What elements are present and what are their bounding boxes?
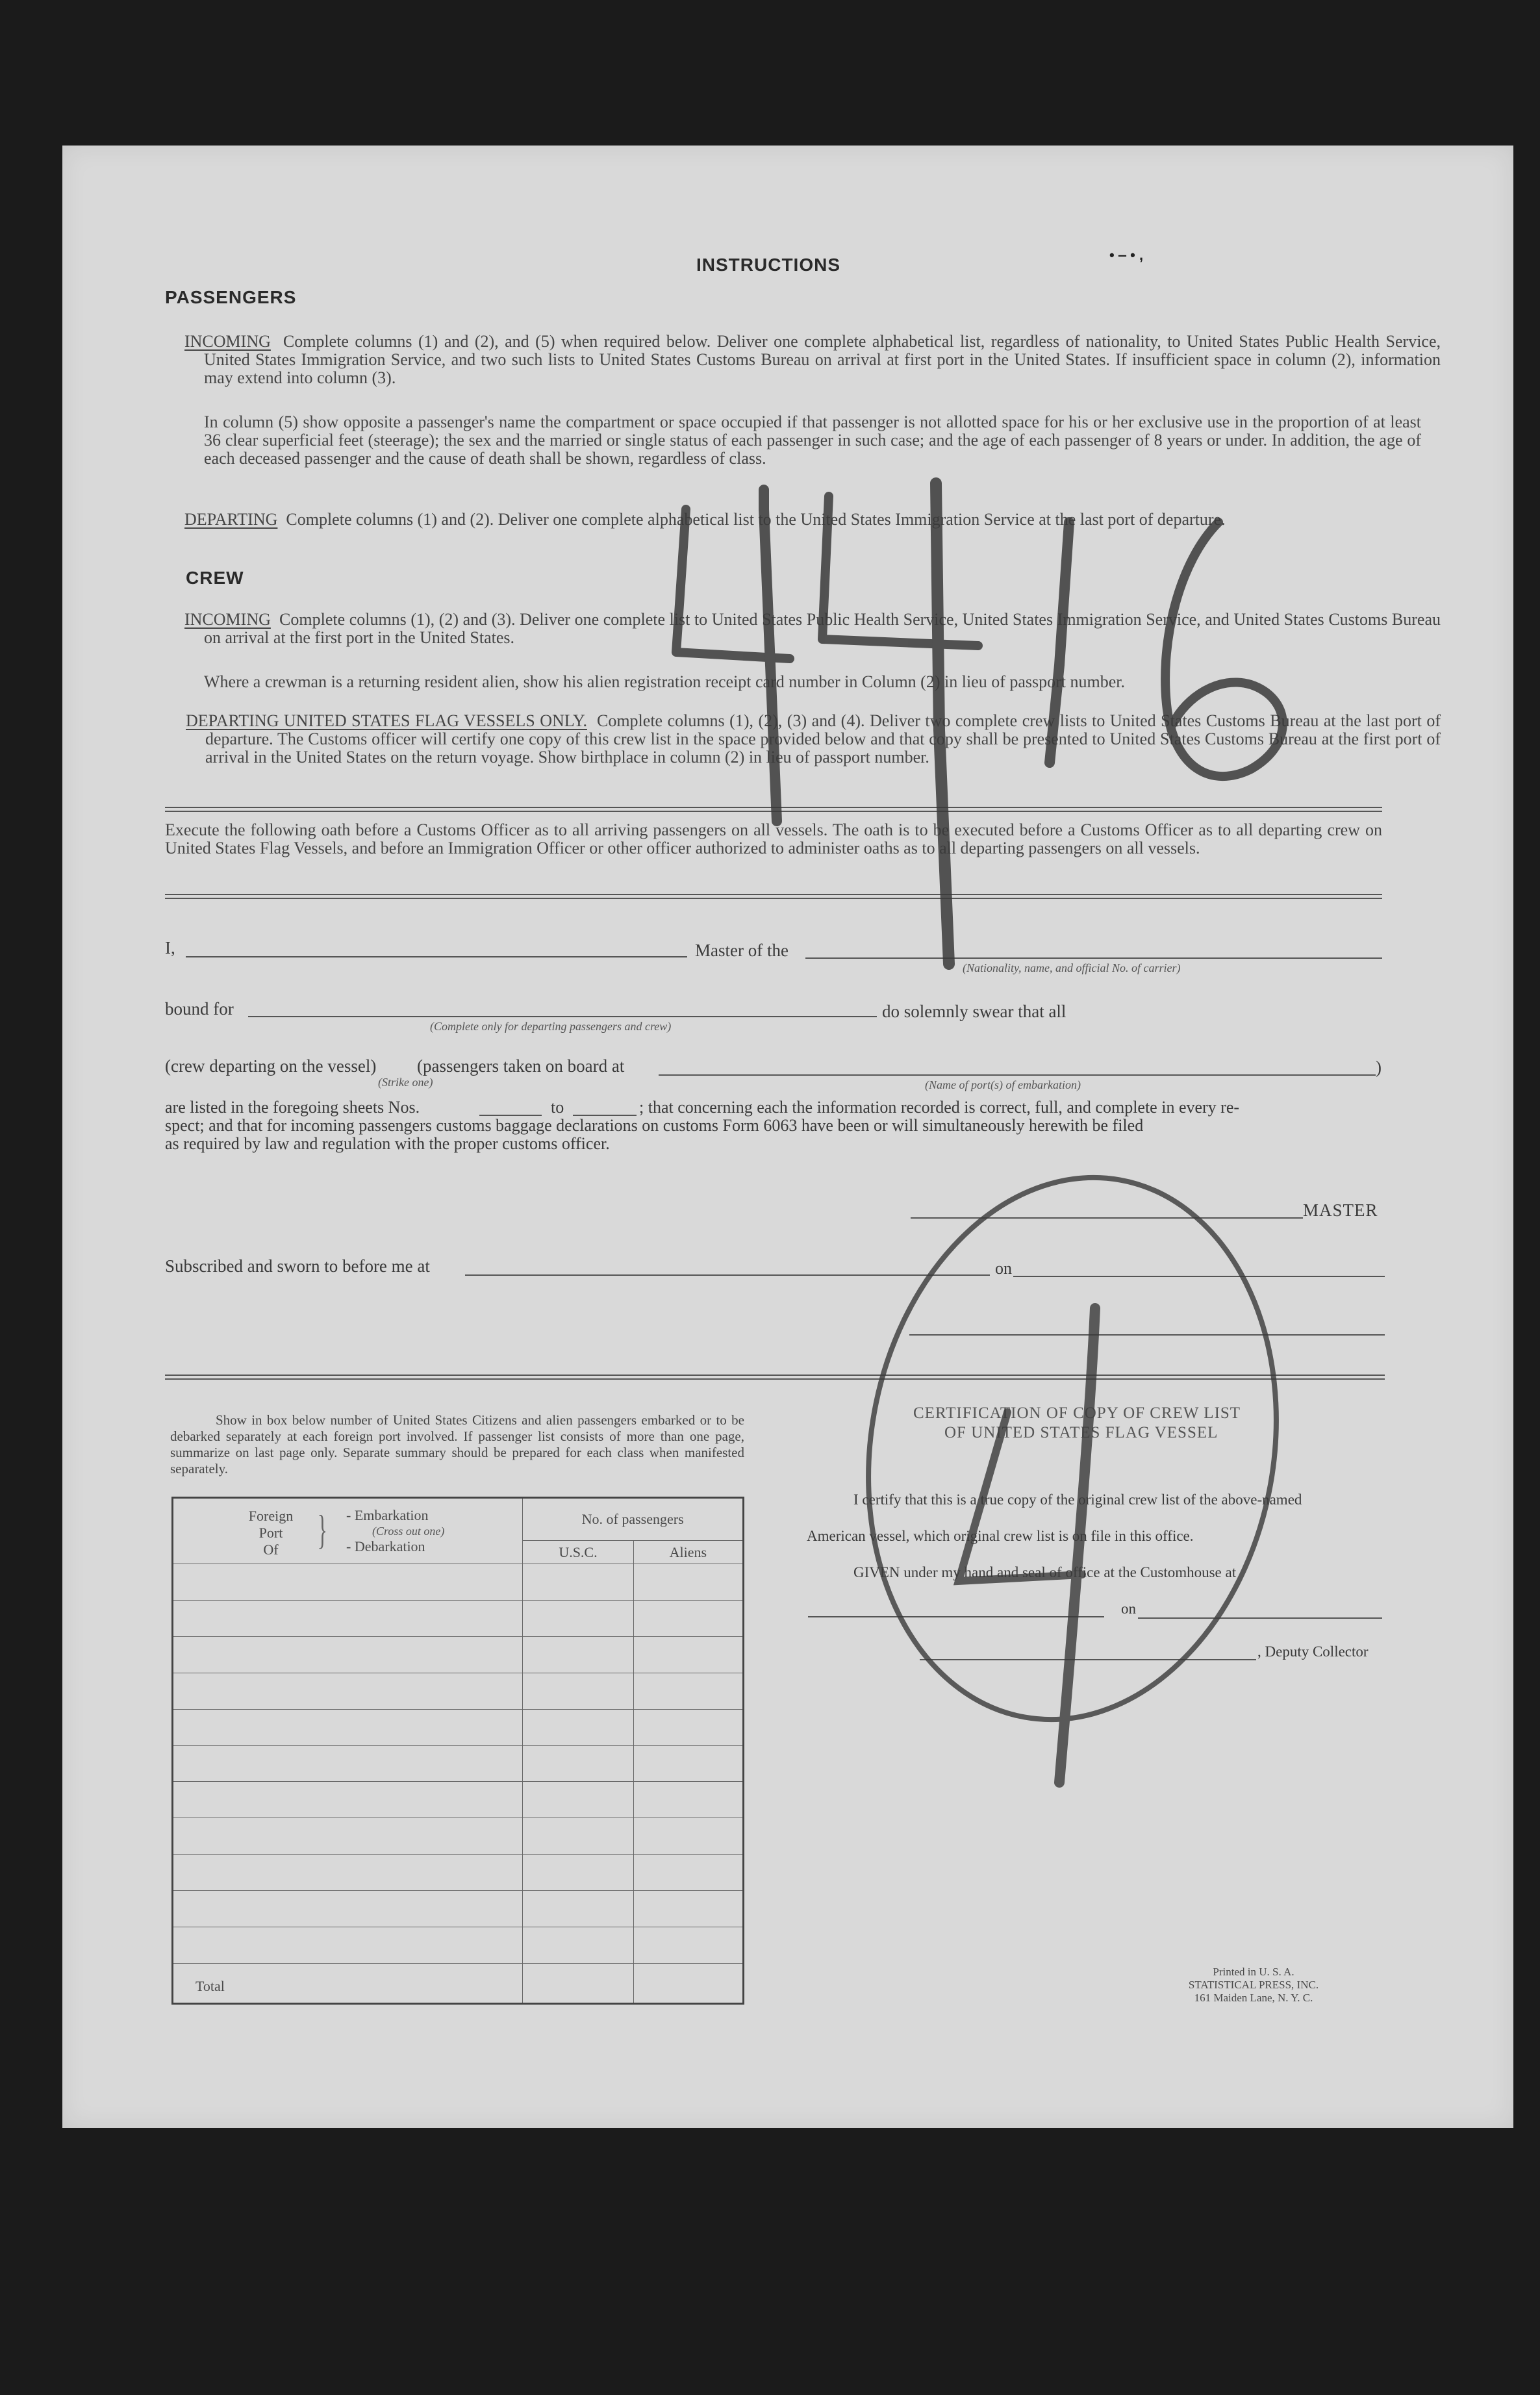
crew-departing-paragraph [186,712,1441,767]
divider-oath [165,894,1382,895]
crew-departing-text: Complete columns (1), (2), (3) and (4). Deliver two complete crew lists to United States Customs Bureau at the last port of departure. The Customs officer will certify one copy of this crew list in the space provided below and that copy shall be presented to United States Customs Bureau at the first port of arrival in the United States on the return voyage. Show birthplace in column (2) in lieu of passport number. [205,711,1441,767]
certification-title-2: OF UNITED STATES FLAG VESSEL [944,1424,1218,1441]
passengers-taken-option[interactable]: (passengers taken on board at [417,1056,625,1076]
deputy-signature-field[interactable] [920,1659,1256,1660]
aliens-cell[interactable] [633,1709,743,1745]
strike-one-hint: (Strike one) [378,1076,433,1089]
usc-cell[interactable] [523,1818,633,1855]
aliens-cell[interactable] [633,1745,743,1782]
master-label: MASTER [1303,1200,1378,1220]
sworn-date-field[interactable] [1013,1276,1385,1277]
embarkation-option[interactable]: - Embarkation [346,1507,429,1523]
of-label: Of [263,1541,279,1558]
crew-heading: CREW [186,568,244,588]
carrier-hint: (Nationality, name, and official No. of carrier) [963,961,1181,974]
passengers-departing-paragraph [184,511,1441,529]
customhouse-field[interactable] [808,1616,1104,1617]
summary-instructions: Show in box below number of United States Citizens and alien passengers embarked or to be debarked separately at each foreign port involved. If passenger list consists of more than one page, summarize on last page only. Separate summary should be prepared for each class when manifested separately. [170,1412,744,1476]
usc-total-cell[interactable] [523,1964,633,2004]
aliens-cell[interactable] [633,1600,743,1636]
usc-cell[interactable] [523,1636,633,1673]
embarkation-port-field[interactable] [659,1074,1376,1076]
port-cell[interactable] [173,1600,523,1636]
form-sheet [62,146,1513,2128]
aliens-cell[interactable] [633,1564,743,1601]
aliens-cell[interactable] [633,1927,743,1964]
crew-resident-paragraph: Where a crewman is a returning resident alien, show his alien registration receipt card number in Column (2) in lieu of passport number. [204,672,1126,691]
cross-out-hint: (Cross out one) [372,1525,445,1538]
no-of-passengers-header: No. of passengers [523,1498,744,1541]
passengers-column5-paragraph: In column (5) show opposite a passenger's name the compartment or space occupied if that passenger is not allotted space for his or her exclusive use in the proportion of at least 36 clear superficial feet (steerage); the sex and the married or single status of each passenger in such case; and the age of each passenger of 8 years or under. In addition, the age of each deceased passenger and the cause of death shall be shown, regardless of class. [204,412,1421,468]
port-hint: (Name of port(s) of embarkation) [925,1078,1081,1091]
crew-incoming-text: Complete columns (1), (2) and (3). Deliver one complete list to United States Public Health Service, United States Immigration Service, and United States Customs Bureau on arrival at the first port in the United States. [204,610,1441,647]
port-cell[interactable] [173,1818,523,1855]
total-label: Total [173,1964,523,2004]
deputy-collector-label: , Deputy Collector [1257,1643,1369,1660]
oath-i-label: I, [165,938,175,957]
crew-departing-option[interactable]: (crew departing on the vessel) [165,1056,377,1076]
bound-hint: (Complete only for departing passengers and crew) [430,1020,672,1033]
passengers-incoming-label: INCOMING [184,332,271,351]
master-name-field[interactable] [186,956,687,957]
crew-incoming-paragraph [184,611,1441,647]
port-cell[interactable] [173,1564,523,1601]
port-cell[interactable] [173,1745,523,1782]
sworn-on-label: on [995,1259,1012,1278]
port-cell[interactable] [173,1636,523,1673]
foreign-port-header [173,1498,523,1564]
printer-imprint [1176,1966,1332,2005]
certify-text-1: I certify that this is a true copy of the original crew list of the above-named [853,1491,1302,1508]
port-label: Port [259,1525,283,1541]
given-text: GIVEN under my hand and seal of office at the Customhouse at [853,1564,1237,1580]
port-cell[interactable] [173,1709,523,1745]
port-cell[interactable] [173,1855,523,1891]
usc-cell[interactable] [523,1673,633,1709]
cert-on-label: on [1121,1601,1136,1617]
usc-cell[interactable] [523,1855,633,1891]
aliens-cell[interactable] [633,1782,743,1818]
port-cell[interactable] [173,1673,523,1709]
port-cell[interactable] [173,1927,523,1964]
usc-header: U.S.C. [523,1541,633,1564]
passengers-departing-label: DEPARTING [184,510,278,529]
listed-pre: are listed in the foregoing sheets Nos. [165,1098,420,1117]
usc-cell[interactable] [523,1782,633,1818]
usc-cell[interactable] [523,1600,633,1636]
printer-line-3: 161 Maiden Lane, N. Y. C. [1194,1992,1313,2004]
certification-title-1: CERTIFICATION OF COPY OF CREW LIST [913,1404,1241,1422]
passenger-summary-table [171,1497,744,2005]
usc-cell[interactable] [523,1709,633,1745]
subscribed-label: Subscribed and sworn to before me at [165,1256,430,1276]
aliens-cell[interactable] [633,1636,743,1673]
crew-incoming-label: INCOMING [184,610,271,629]
aliens-cell[interactable] [633,1673,743,1709]
handwritten-circled-4 [827,1145,1318,1782]
divider-top-double [165,811,1382,812]
usc-cell[interactable] [523,1745,633,1782]
swear-label: do solemnly swear that all [882,1002,1067,1021]
listed-rest-2: spect; and that for incoming passengers customs baggage declarations on customs Form 6063 have been or will simultaneously herewith be filed [165,1116,1144,1135]
master-of-the-label: Master of the [695,941,789,960]
passengers-incoming-paragraph [184,333,1441,387]
oath-intro: Execute the following oath before a Customs Officer as to all arriving passengers on all vessels. The oath is to be executed before a Customs Officer as to all departing crew on United States Flag Vessels, and before an Immigration Officer or other officer authorized to administer oaths as to all departing passengers on all vessels. [165,820,1382,857]
divider-top [165,807,1382,808]
usc-cell[interactable] [523,1564,633,1601]
aliens-total-cell[interactable] [633,1964,743,2004]
aliens-cell[interactable] [633,1818,743,1855]
cert-date-field[interactable] [1138,1617,1382,1619]
master-signature-field[interactable] [911,1217,1303,1219]
close-paren: ) [1376,1058,1382,1077]
sworn-place-field[interactable] [465,1274,990,1276]
printer-line-2: STATISTICAL PRESS, INC. [1188,1979,1319,1991]
printer-line-1: Printed in U. S. A. [1213,1966,1294,1978]
aliens-header: Aliens [633,1541,743,1564]
listed-rest-1: ; that concerning each the information recorded is correct, full, and complete in every re- [639,1098,1240,1117]
divider-bottom [165,1375,1385,1376]
debarkation-option[interactable]: - Debarkation [346,1538,425,1554]
foreign-label: Foreign [248,1508,294,1524]
carrier-field[interactable] [805,957,1382,959]
officer-signature-field[interactable] [909,1334,1385,1336]
passengers-departing-text: Complete columns (1) and (2). Deliver one complete alphabetical list to the United States Immigration Service at the last port of departure. [286,510,1226,529]
usc-cell[interactable] [523,1927,633,1964]
listed-to: to [551,1098,564,1117]
bound-for-label: bound for [165,999,234,1019]
crew-departing-label: DEPARTING UNITED STATES FLAG VESSELS ONLY. [186,711,587,730]
port-cell[interactable] [173,1891,523,1927]
destination-field[interactable] [248,1016,877,1017]
aliens-cell[interactable] [633,1891,743,1927]
brace-icon: } [317,1506,328,1552]
corner-marks: • ‒ • , [1109,247,1144,263]
certify-text-2: American vessel, which original crew list is on file in this office. [807,1528,1194,1544]
instructions-title: INSTRUCTIONS [696,255,840,275]
listed-rest-3: as required by law and regulation with the proper customs officer. [165,1134,610,1153]
passengers-heading: PASSENGERS [165,287,297,307]
usc-cell[interactable] [523,1891,633,1927]
aliens-cell[interactable] [633,1855,743,1891]
divider-bottom-double [165,1378,1385,1380]
passengers-incoming-text: Complete columns (1) and (2), and (5) when required below. Deliver one complete alphabetical list, regardless of nationality, to United States Public Health Service, United States Immigration Service, and two such lists to United States Customs Bureau on arrival at first port in the United States. If insufficient space in column (2), information may extend into column (3). [204,332,1441,387]
port-cell[interactable] [173,1782,523,1818]
divider-oath-double [165,898,1382,899]
